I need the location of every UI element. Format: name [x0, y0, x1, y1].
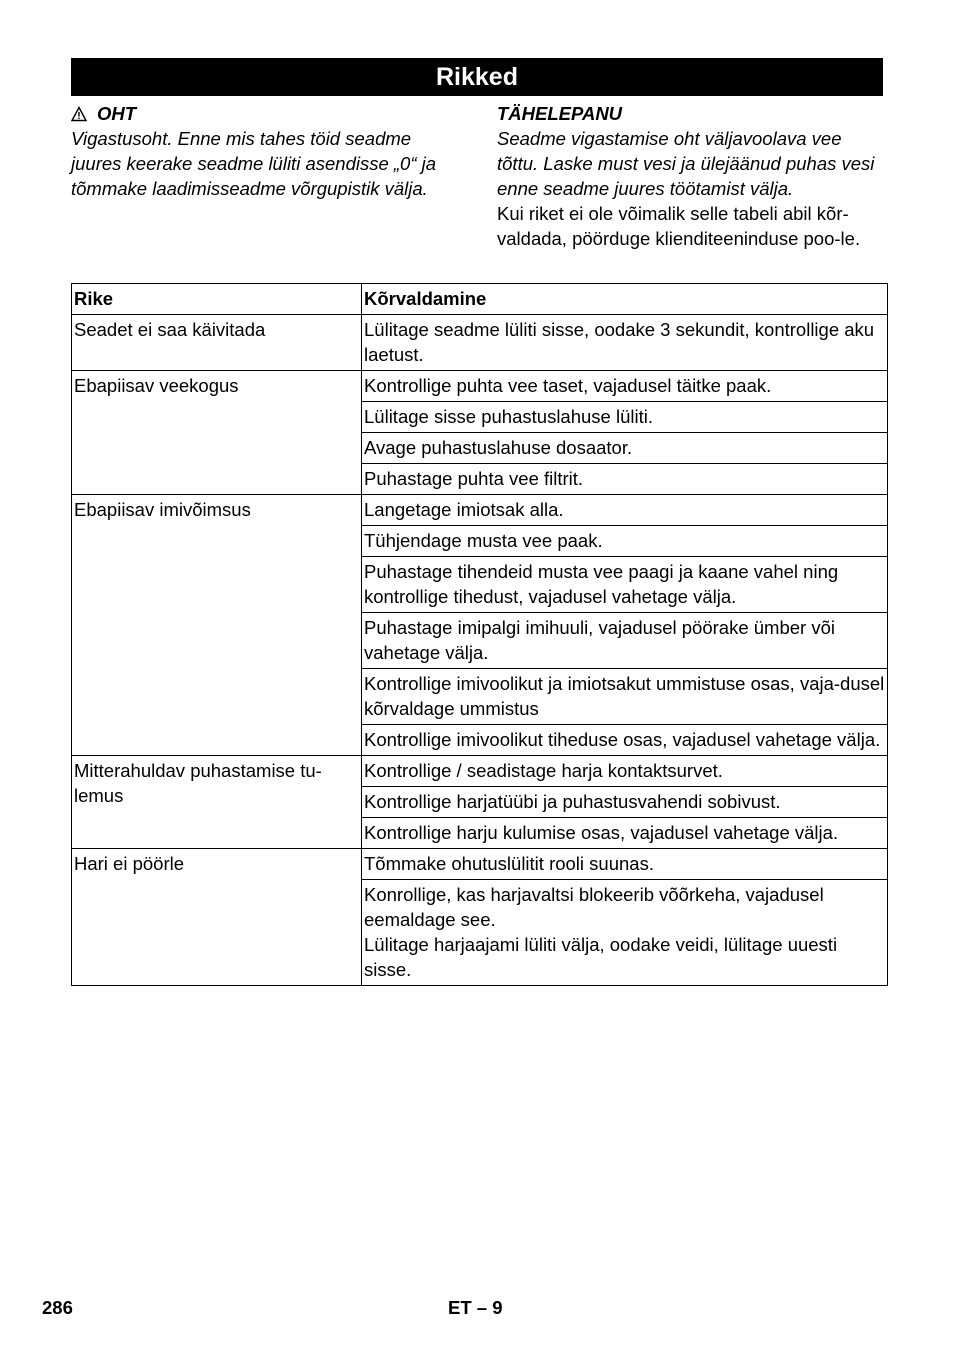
troubleshooting-table — [71, 283, 888, 986]
table-row — [72, 371, 888, 402]
remedy-cell: Kontrollige harju kulumise osas, vajadusel vahetage välja. — [362, 818, 888, 849]
table-header-row — [72, 284, 888, 315]
column-header-remedy: Kõrvaldamine — [362, 284, 888, 315]
page-number: 286 — [42, 1297, 73, 1318]
notice-italic-text: Seadme vigastamise oht väljavoolava vee tõttu. Laske must vesi ja ülejäänud puhas vesi enne seadme juures töötamist välja. — [497, 128, 875, 199]
remedy-cell: Lülitage sisse puhastuslahuse lüliti. — [362, 402, 888, 433]
fault-cell: Ebapiisav veekogus — [72, 371, 362, 495]
remedy-cell: Tühjendage musta vee paak. — [362, 526, 888, 557]
remedy-cell: Kontrollige / seadistage harja kontaktsurvet. — [362, 756, 888, 787]
remedy-cell: Kontrollige harjatüübi ja puhastusvahendi sobivust. — [362, 787, 888, 818]
remedy-cell: Kontrollige puhta vee taset, vajadusel täitke paak. — [362, 371, 888, 402]
table-row — [72, 756, 888, 787]
remedy-cell: Kontrollige imivoolikut tiheduse osas, vajadusel vahetage välja. — [362, 725, 888, 756]
remedy-cell: Tõmmake ohutuslülitit rooli suunas. — [362, 849, 888, 880]
table-row — [72, 495, 888, 526]
notice-text: Kui riket ei ole võimalik selle tabeli abil kõr-valdada, pöörduge klienditeeninduse poo-le. — [497, 203, 861, 249]
remedy-cell: Langetage imiotsak alla. — [362, 495, 888, 526]
fault-cell: Mitterahuldav puhastamise tu-lemus — [72, 756, 362, 849]
fault-cell: Hari ei pöörle — [72, 849, 362, 986]
page-title: Rikked — [71, 58, 883, 96]
remedy-cell: Konrollige, kas harjavaltsi blokeerib võõrkeha, vajadusel eemaldage see. Lülitage harjaajami lüliti välja, oodake veidi, lülitage uuesti sisse. — [362, 880, 888, 986]
remedy-cell: Puhastage tihendeid musta vee paagi ja kaane vahel ning kontrollige tihedust, vajadusel vahetage välja. — [362, 557, 888, 613]
fault-cell: Seadet ei saa käivitada — [72, 315, 362, 371]
column-header-fault: Rike — [72, 284, 362, 315]
remedy-cell: Avage puhastuslahuse dosaator. — [362, 433, 888, 464]
table-body — [72, 315, 888, 986]
table-row — [72, 315, 888, 371]
remedy-cell: Puhastage puhta vee filtrit. — [362, 464, 888, 495]
section-label: ET – 9 — [448, 1297, 503, 1318]
remedy-cell: Puhastage imipalgi imihuuli, vajadusel pöörake ümber või vahetage välja. — [362, 613, 888, 669]
warning-heading: OHT — [97, 103, 137, 124]
warning-block — [71, 101, 466, 201]
remedy-cell: Lülitage seadme lüliti sisse, oodake 3 sekundit, kontrollige aku laetust. — [362, 315, 888, 371]
warning-triangle-icon — [71, 106, 87, 122]
fault-cell: Ebapiisav imivõimsus — [72, 495, 362, 756]
table-row — [72, 849, 888, 880]
notice-block — [497, 101, 887, 251]
notice-heading: TÄHELEPANU — [497, 103, 623, 124]
warning-text: Vigastusoht. Enne mis tahes töid seadme juures keerake seadme lüliti asendisse „0“ ja tõmmake laadimisseadme võrgupistik välja. — [71, 128, 437, 199]
remedy-cell: Kontrollige imivoolikut ja imiotsakut ummistuse osas, vaja-dusel kõrvaldage ummistus — [362, 669, 888, 725]
